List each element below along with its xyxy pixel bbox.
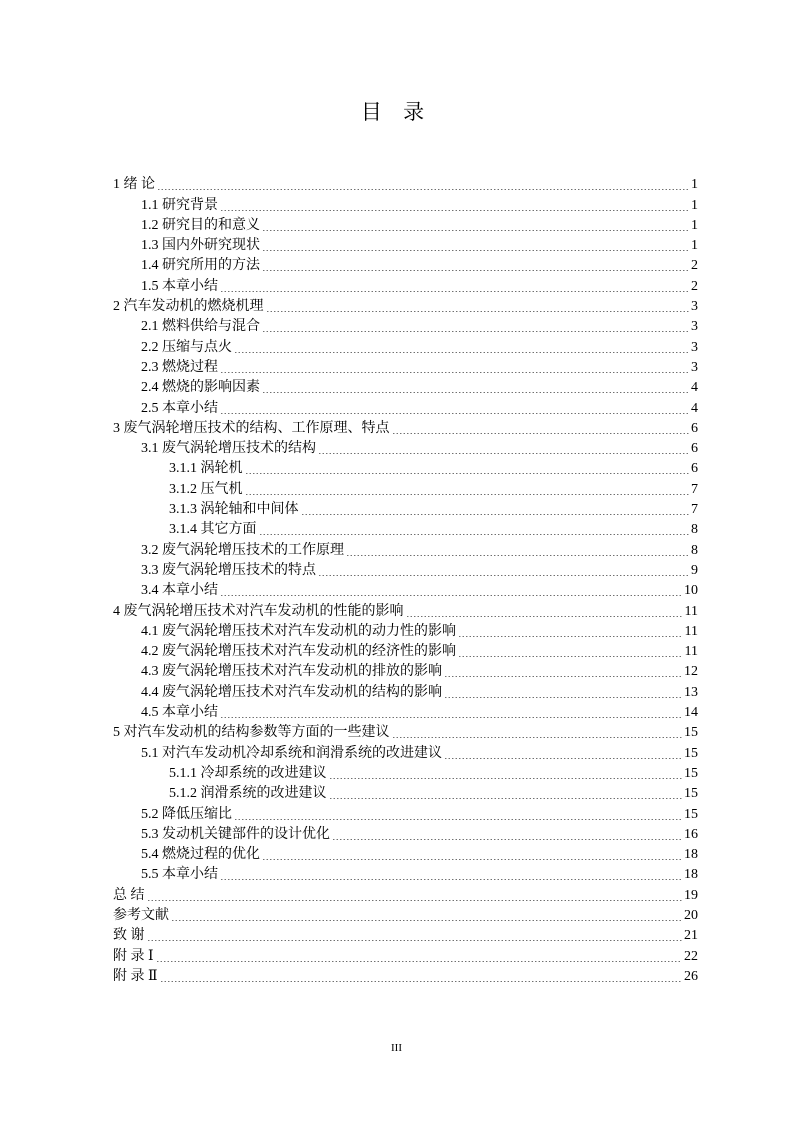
toc-entry-label: 5.1 对汽车发动机冷却系统和润滑系统的改进建议 (141, 745, 442, 761)
dot-leader (156, 961, 682, 962)
toc-entry-page: 4 (691, 380, 698, 396)
toc-entry[interactable] (113, 601, 698, 621)
dot-leader (329, 798, 683, 799)
toc-entry-page: 26 (684, 968, 698, 984)
toc-entry[interactable] (113, 439, 698, 459)
toc-entry-page: 14 (684, 705, 698, 721)
dot-leader (220, 372, 689, 373)
toc-entry-label: 4.5 本章小结 (141, 705, 218, 721)
toc-entry[interactable] (113, 256, 698, 276)
toc-entry[interactable] (113, 500, 698, 520)
toc-entry[interactable] (113, 682, 698, 702)
toc-entry-label: 1 绪 论 (113, 177, 155, 193)
toc-entry-page: 3 (691, 299, 698, 315)
dot-leader (147, 940, 683, 941)
toc-entry[interactable] (113, 723, 698, 743)
dot-leader (318, 453, 689, 454)
dot-leader (392, 737, 683, 738)
toc-entry[interactable] (113, 764, 698, 784)
toc-entry-page: 1 (691, 197, 698, 213)
toc-entry[interactable] (113, 358, 698, 378)
toc-entry-page: 8 (691, 522, 698, 538)
toc-entry-page: 15 (684, 765, 698, 781)
dot-leader (262, 392, 689, 393)
toc-entry[interactable] (113, 337, 698, 357)
dot-leader (220, 413, 689, 414)
dot-leader (444, 676, 682, 677)
dot-leader (262, 250, 689, 251)
dot-leader (329, 778, 683, 779)
toc-entry[interactable] (113, 236, 698, 256)
toc-entry-page: 18 (684, 867, 698, 883)
toc-entry-label: 5.1.2 润滑系统的改进建议 (169, 786, 327, 802)
dot-leader (220, 879, 682, 880)
toc-entry-page: 9 (691, 562, 698, 578)
toc-entry-label: 3.1.4 其它方面 (169, 522, 257, 538)
toc-entry[interactable] (113, 479, 698, 499)
dot-leader (259, 534, 690, 535)
toc-entry-label: 5.1.1 冷却系统的改进建议 (169, 765, 327, 781)
toc-entry-page: 15 (684, 786, 698, 802)
toc-entry-label: 2.3 燃烧过程 (141, 359, 218, 375)
toc-entry-page: 12 (684, 664, 698, 680)
toc-entry-label: 3.3 废气涡轮增压技术的特点 (141, 562, 316, 578)
toc-entry-label: 3 废气涡轮增压技术的结构、工作原理、特点 (113, 420, 390, 436)
dot-leader (301, 514, 690, 515)
toc-entry[interactable] (113, 581, 698, 601)
toc-entry-page: 21 (684, 928, 698, 944)
toc-entry[interactable] (113, 297, 698, 317)
toc-entry-label: 总 结 (113, 887, 145, 903)
dot-leader (220, 210, 689, 211)
toc-entry[interactable] (113, 276, 698, 296)
toc-entry-label: 3.1.2 压气机 (169, 481, 243, 497)
toc-entry[interactable] (113, 825, 698, 845)
dot-leader (220, 595, 682, 596)
toc-entry-label: 2 汽车发动机的燃烧机理 (113, 299, 264, 315)
dot-leader (318, 575, 689, 576)
toc-entry[interactable] (113, 520, 698, 540)
dot-leader (444, 758, 682, 759)
toc-entry[interactable] (113, 703, 698, 723)
toc-entry-label: 4.4 废气涡轮增压技术对汽车发动机的结构的影响 (141, 684, 442, 700)
toc-entry[interactable] (113, 175, 698, 195)
toc-entry-label: 5.4 燃烧过程的优化 (141, 847, 260, 863)
toc-entry-page: 3 (691, 339, 698, 355)
toc-entry-page: 1 (691, 217, 698, 233)
toc-entry-label: 致 谢 (113, 928, 145, 944)
toc-entry-label: 1.4 研究所用的方法 (141, 258, 260, 274)
toc-entry-label: 2.5 本章小结 (141, 400, 218, 416)
toc-entry-label: 5.3 发动机关键部件的设计优化 (141, 826, 330, 842)
toc-entry-page: 1 (691, 238, 698, 254)
toc-entry-label: 1.3 国内外研究现状 (141, 238, 260, 254)
toc-entry-label: 2.2 压缩与点火 (141, 339, 232, 355)
dot-leader (458, 656, 683, 657)
dot-leader (406, 616, 683, 617)
toc-entry-page: 13 (684, 684, 698, 700)
toc-entry[interactable] (113, 419, 698, 439)
toc-entry[interactable] (113, 398, 698, 418)
toc-entry-page: 4 (691, 400, 698, 416)
toc-entry-label: 1.1 研究背景 (141, 197, 218, 213)
dot-leader (262, 331, 689, 332)
toc-entry[interactable] (113, 926, 698, 946)
toc-entry[interactable] (113, 378, 698, 398)
toc-entry-label: 1.2 研究目的和意义 (141, 217, 260, 233)
toc-entry-page: 18 (684, 847, 698, 863)
toc-entry[interactable] (113, 885, 698, 905)
toc-entry-label: 2.4 燃烧的影响因素 (141, 380, 260, 396)
toc-entry[interactable] (113, 622, 698, 642)
dot-leader (160, 981, 682, 982)
dot-leader (234, 819, 682, 820)
dot-leader (392, 433, 690, 434)
toc-entry-page: 19 (684, 887, 698, 903)
toc-entry-label: 4.2 废气涡轮增压技术对汽车发动机的经济性的影响 (141, 644, 456, 660)
dot-leader (458, 636, 683, 637)
toc-entry-label: 3.2 废气涡轮增压技术的工作原理 (141, 542, 344, 558)
page-title: 目 录 (360, 100, 433, 124)
toc-entry-page: 3 (691, 359, 698, 375)
toc-entry[interactable] (113, 946, 698, 966)
dot-leader (444, 697, 682, 698)
toc-entry-page: 11 (684, 644, 698, 660)
toc-entry-page: 6 (691, 461, 698, 477)
toc-entry[interactable] (113, 906, 698, 926)
toc-entry-label: 5 对汽车发动机的结构参数等方面的一些建议 (113, 725, 390, 741)
toc-entry-label: 1.5 本章小结 (141, 278, 218, 294)
toc-entry[interactable] (113, 216, 698, 236)
toc-entry-page: 8 (691, 542, 698, 558)
toc-entry-label: 附 录 Ⅱ (113, 968, 158, 984)
dot-leader (234, 352, 689, 353)
toc-entry-label: 2.1 燃料供给与混合 (141, 319, 260, 335)
toc-entry-label: 5.2 降低压缩比 (141, 806, 232, 822)
dot-leader (266, 311, 690, 312)
toc-entry-page: 10 (684, 583, 698, 599)
toc-entry-page: 20 (684, 907, 698, 923)
toc-entry-label: 5.5 本章小结 (141, 867, 218, 883)
toc-entry-label: 3.1 废气涡轮增压技术的结构 (141, 441, 316, 457)
dot-leader (346, 555, 689, 556)
dot-leader (245, 473, 690, 474)
toc-entry[interactable] (113, 459, 698, 479)
toc-entry-label: 3.1.1 涡轮机 (169, 461, 243, 477)
toc-entry[interactable] (113, 743, 698, 763)
dot-leader (157, 189, 689, 190)
toc-entry[interactable] (113, 662, 698, 682)
dot-leader (262, 230, 689, 231)
dot-leader (220, 291, 689, 292)
dot-leader (147, 900, 683, 901)
dot-leader (220, 717, 682, 718)
toc-entry-page: 7 (691, 481, 698, 497)
toc-entry-label: 附 录 Ⅰ (113, 948, 154, 964)
toc-entry-label: 参考文献 (113, 907, 169, 923)
toc-entry-page: 11 (684, 603, 698, 619)
toc-entry-label: 4.3 废气涡轮增压技术对汽车发动机的排放的影响 (141, 664, 442, 680)
toc-entry[interactable] (113, 967, 698, 987)
toc-entry-page: 11 (684, 623, 698, 639)
toc-entry[interactable] (113, 317, 698, 337)
dot-leader (245, 494, 690, 495)
toc-entry[interactable] (113, 784, 698, 804)
dot-leader (332, 839, 682, 840)
toc-entry-page: 15 (684, 725, 698, 741)
toc-entry[interactable] (113, 642, 698, 662)
toc-entry-page: 22 (684, 948, 698, 964)
toc-entry[interactable] (113, 561, 698, 581)
toc-entry[interactable] (113, 865, 698, 885)
table-of-contents (113, 175, 698, 987)
toc-entry-page: 16 (684, 826, 698, 842)
toc-entry-page: 6 (691, 441, 698, 457)
toc-entry-page: 1 (691, 177, 698, 193)
toc-entry-label: 3.4 本章小结 (141, 583, 218, 599)
toc-entry-label: 4 废气涡轮增压技术对汽车发动机的性能的影响 (113, 603, 404, 619)
page-number: III (391, 1042, 402, 1054)
toc-entry-page: 3 (691, 319, 698, 335)
toc-entry-label: 3.1.3 涡轮轴和中间体 (169, 502, 299, 518)
toc-entry-page: 15 (684, 806, 698, 822)
toc-entry-page: 2 (691, 278, 698, 294)
toc-entry-page: 7 (691, 502, 698, 518)
toc-entry-page: 15 (684, 745, 698, 761)
toc-entry[interactable] (113, 804, 698, 824)
toc-entry[interactable] (113, 540, 698, 560)
dot-leader (262, 859, 682, 860)
toc-entry-label: 4.1 废气涡轮增压技术对汽车发动机的动力性的影响 (141, 623, 456, 639)
toc-entry-page: 6 (691, 420, 698, 436)
dot-leader (262, 270, 689, 271)
toc-entry[interactable] (113, 845, 698, 865)
dot-leader (171, 920, 682, 921)
toc-entry[interactable] (113, 195, 698, 215)
toc-entry-page: 2 (691, 258, 698, 274)
